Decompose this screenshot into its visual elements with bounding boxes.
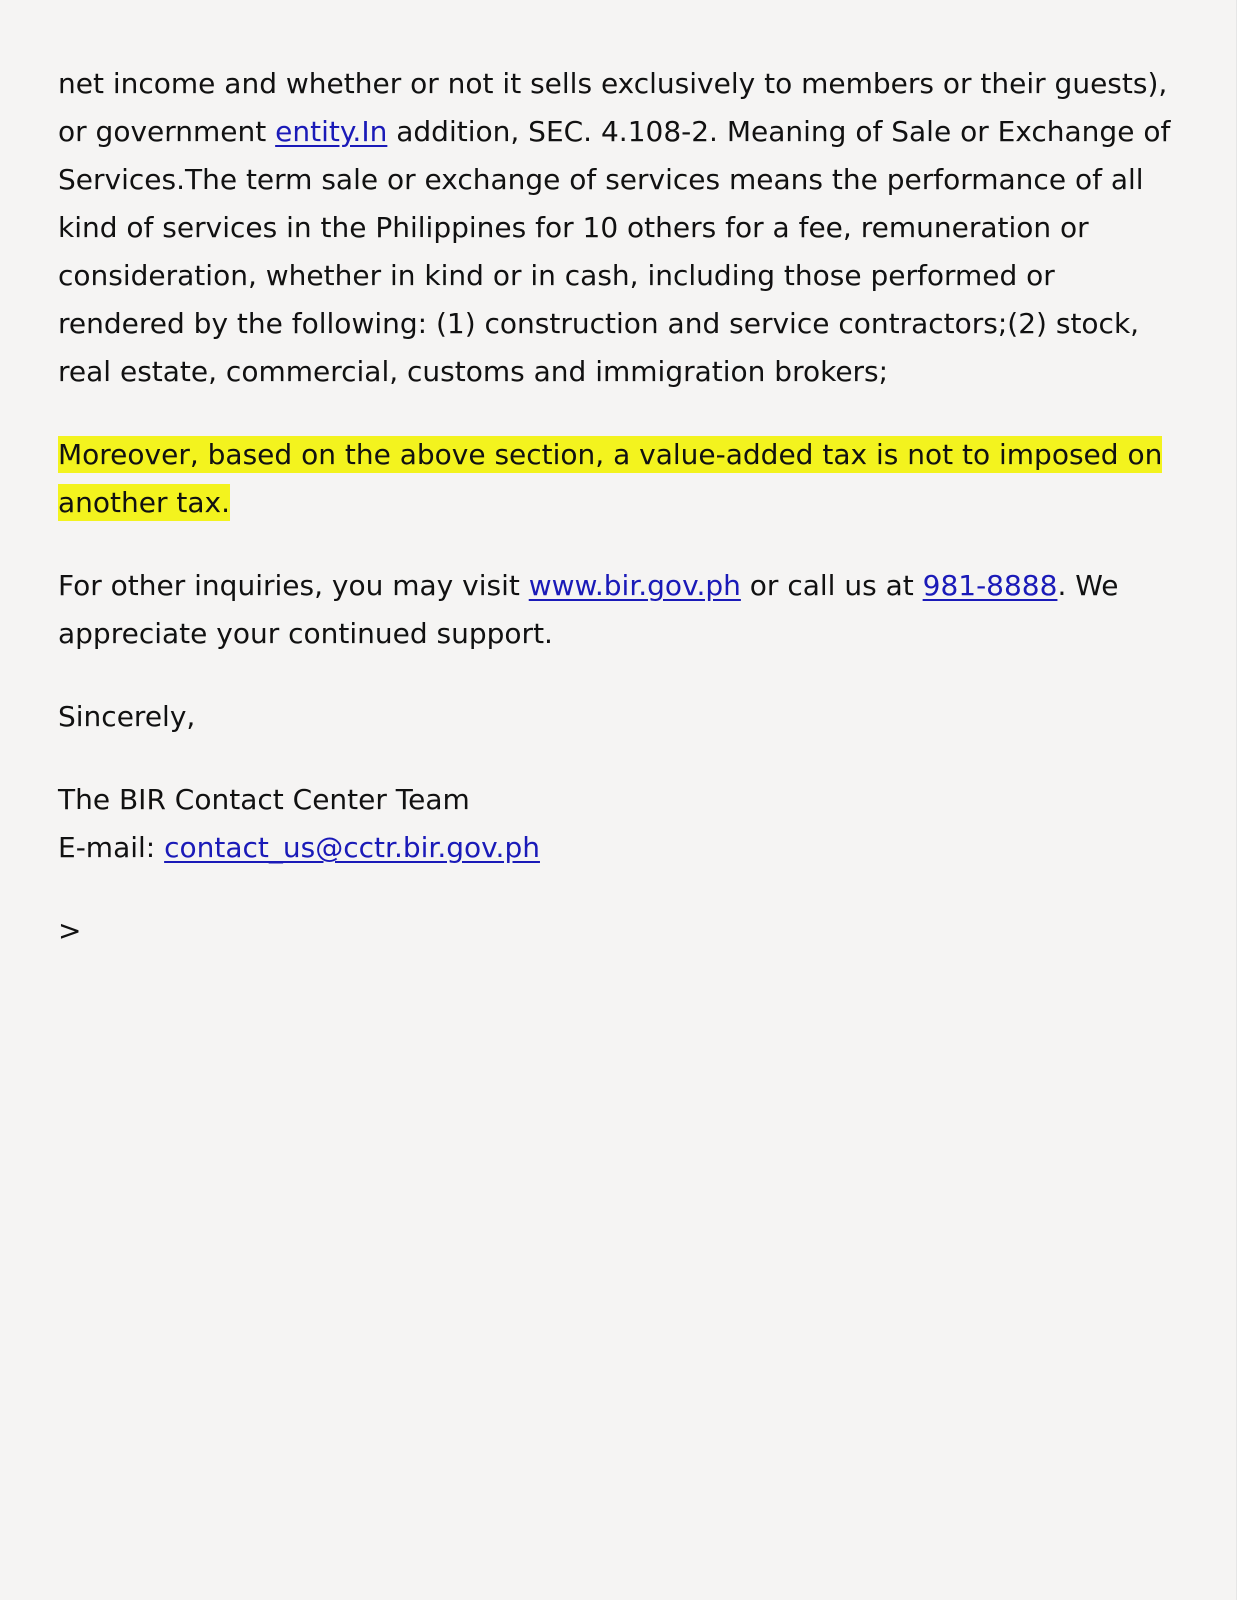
paragraph-sale-of-services — [58, 60, 1178, 396]
paragraph-text: addition, SEC. 4.108-2. Meaning of Sale or Exchange of Services.The term sale or exchange of services means the performance of all kind of services in the Philippines for 10 others for a fee, remuneration or consideration, whether in kind or in cash, including those performed or rendered by the following: (1) construction and service contractors;(2) stock, real estate, commercial, customs and immigration brokers; — [58, 115, 1171, 388]
paragraph-inquiries — [58, 562, 1178, 658]
letter-body — [58, 60, 1178, 955]
paragraph-text: net income and whether or not it sells exclusively to members or their guests), or government — [58, 67, 1168, 148]
phone-link[interactable]: 981-8888 — [922, 569, 1058, 602]
signature-email-line — [58, 824, 1178, 872]
closing-salutation: Sincerely, — [58, 700, 196, 733]
signature-team: The BIR Contact Center Team — [58, 783, 470, 816]
highlighted-paragraph — [58, 431, 1178, 527]
quote-marker: > — [58, 914, 82, 947]
email-link[interactable]: contact_us@cctr.bir.gov.ph — [164, 831, 540, 864]
highlighted-text: Moreover, based on the above section, a value-added tax is not to imposed on another tax. — [58, 438, 1163, 519]
website-link[interactable]: www.bir.gov.ph — [528, 569, 741, 602]
paragraph-text: or call us at — [740, 569, 923, 602]
paragraph-text: . We appreciate your continued support. — [58, 569, 1119, 650]
email-label: E-mail: — [58, 831, 165, 864]
paragraph-text: For other inquiries, you may visit — [58, 569, 529, 602]
entity-link[interactable]: entity.In — [275, 115, 388, 148]
